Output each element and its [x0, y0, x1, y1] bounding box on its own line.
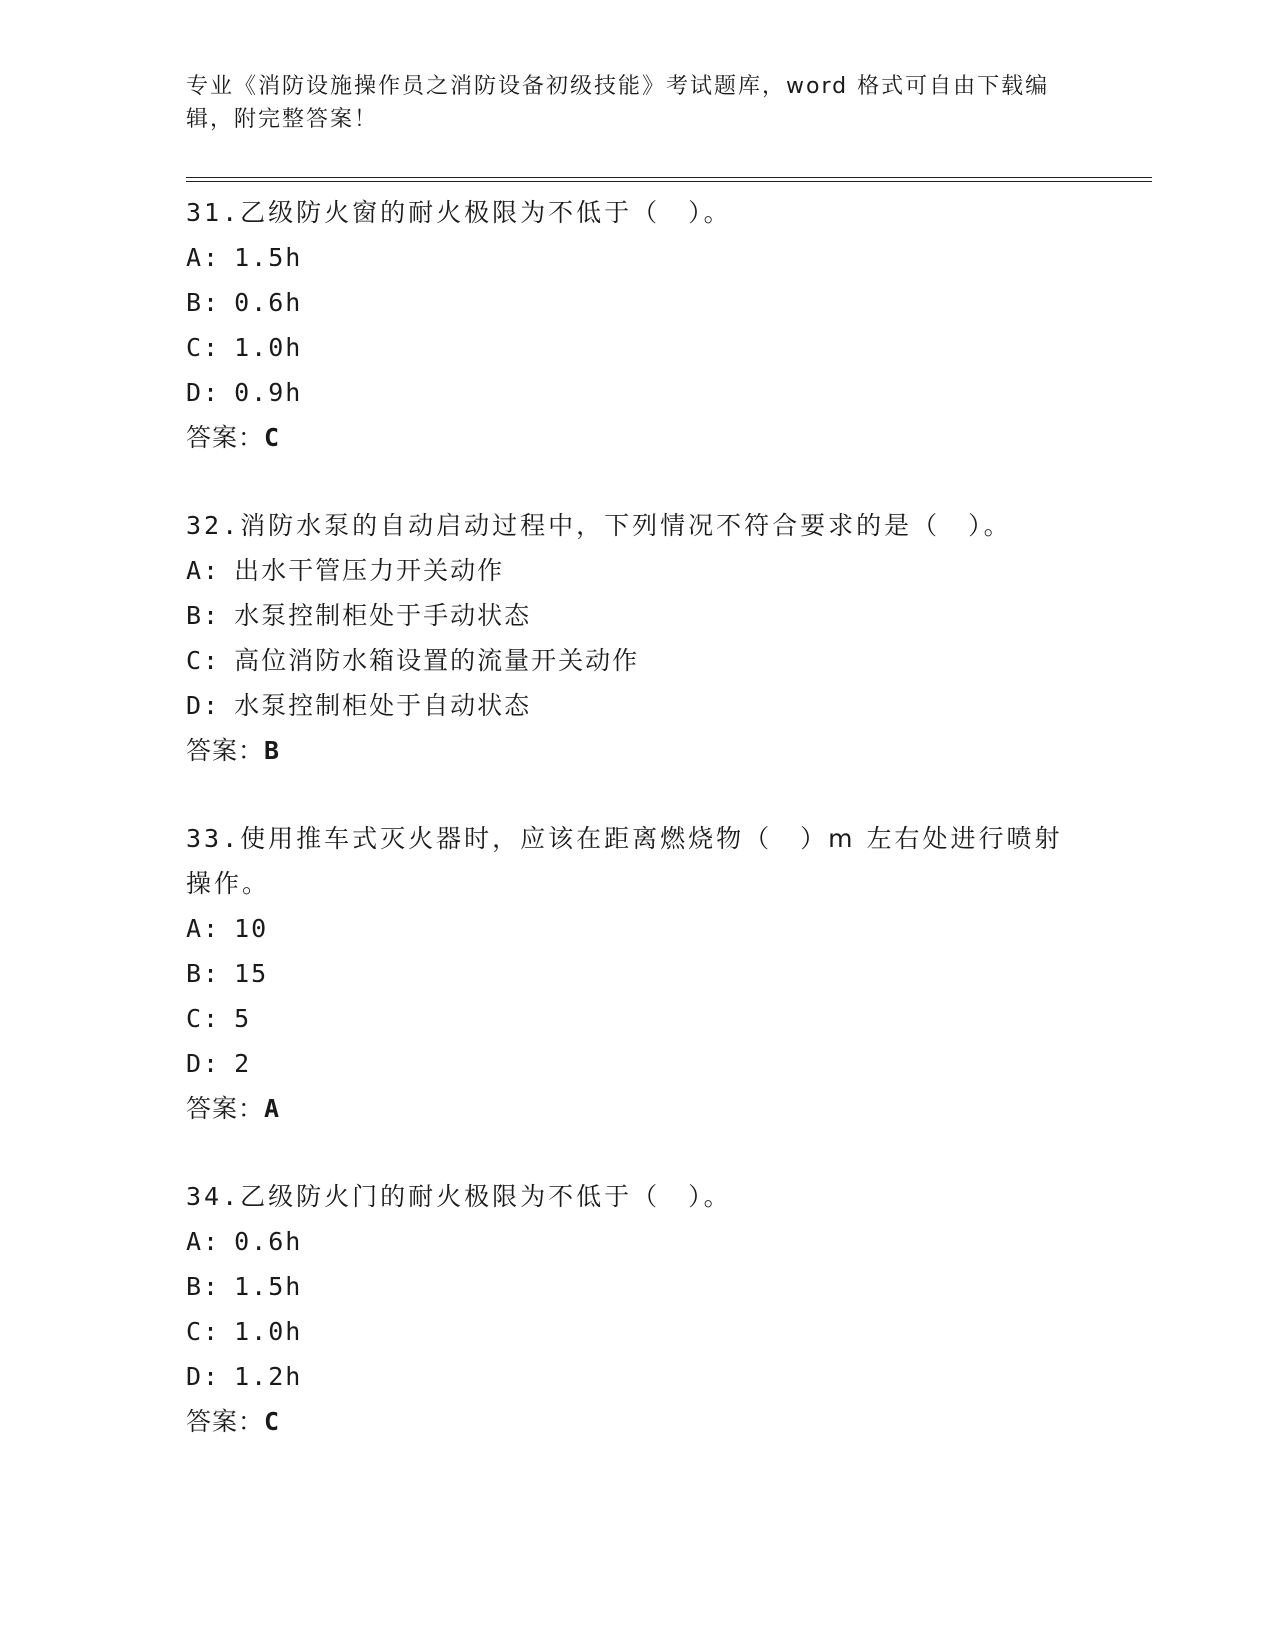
option-text: 1.0h — [234, 333, 303, 362]
option-text: 0.6h — [234, 1227, 303, 1256]
question-text: 乙级防火门的耐火极限为不低于（ ）。 — [240, 1182, 732, 1211]
option-a — [186, 906, 1086, 951]
option-a — [186, 235, 1086, 280]
option-c — [186, 638, 1086, 683]
question-33 — [186, 816, 1086, 1131]
option-d — [186, 370, 1086, 415]
option-a — [186, 1219, 1086, 1264]
answer-value: A — [264, 1094, 281, 1123]
question-stem — [186, 503, 1086, 548]
option-b — [186, 593, 1086, 638]
option-text: 5 — [234, 1004, 252, 1033]
option-c — [186, 996, 1086, 1041]
question-number: 33. — [186, 824, 241, 853]
question-31 — [186, 190, 1086, 460]
question-number: 32. — [186, 511, 241, 540]
answer-label: 答案： — [186, 423, 265, 452]
option-c — [186, 325, 1086, 370]
option-text: 水泵控制柜处于手动状态 — [234, 601, 532, 630]
option-d — [186, 683, 1086, 728]
question-34 — [186, 1174, 1086, 1444]
option-b — [186, 280, 1086, 325]
answer-label: 答案： — [186, 1094, 265, 1123]
option-key: D: — [186, 378, 221, 407]
option-d — [186, 1354, 1086, 1399]
option-d — [186, 1041, 1086, 1086]
option-key: C: — [186, 646, 221, 675]
question-number: 34. — [186, 1182, 241, 1211]
answer-label: 答案： — [186, 1407, 265, 1436]
option-key: B: — [186, 601, 221, 630]
answer-line — [186, 1399, 1086, 1444]
document-header: 专业《消防设施操作员之消防设备初级技能》考试题库，word 格式可自由下载编辑，附完整答案！ — [186, 74, 1050, 132]
option-key: B: — [186, 288, 221, 317]
option-c — [186, 1309, 1086, 1354]
option-key: B: — [186, 959, 221, 988]
answer-line — [186, 1086, 1086, 1131]
option-text: 0.6h — [234, 288, 303, 317]
question-text: 使用推车式灭火器时，应该在距离燃烧物（ ）m 左右处进行喷射操作。 — [186, 824, 1063, 898]
question-32 — [186, 503, 1086, 773]
option-key: B: — [186, 1272, 221, 1301]
option-b — [186, 1264, 1086, 1309]
option-text: 出水干管压力开关动作 — [234, 556, 505, 585]
option-text: 2 — [234, 1049, 252, 1078]
option-a — [186, 548, 1086, 593]
answer-line — [186, 728, 1086, 773]
question-text: 乙级防火窗的耐火极限为不低于（ ）。 — [240, 198, 732, 227]
option-key: A: — [186, 556, 221, 585]
question-number: 31. — [186, 198, 241, 227]
option-text: 1.2h — [234, 1362, 303, 1391]
option-text: 1.5h — [234, 243, 303, 272]
option-text: 1.5h — [234, 1272, 303, 1301]
option-key: C: — [186, 1004, 221, 1033]
question-list — [186, 190, 1086, 1487]
answer-label: 答案： — [186, 736, 265, 765]
option-text: 高位消防水箱设置的流量开关动作 — [234, 646, 640, 675]
option-text: 0.9h — [234, 378, 303, 407]
option-key: A: — [186, 914, 221, 943]
answer-line — [186, 415, 1086, 460]
option-key: C: — [186, 1317, 221, 1346]
option-key: A: — [186, 243, 221, 272]
option-key: C: — [186, 333, 221, 362]
option-text: 10 — [234, 914, 269, 943]
option-b — [186, 951, 1086, 996]
question-stem — [186, 816, 1086, 906]
option-key: D: — [186, 1049, 221, 1078]
option-text: 1.0h — [234, 1317, 303, 1346]
option-key: D: — [186, 691, 221, 720]
option-key: A: — [186, 1227, 221, 1256]
option-text: 水泵控制柜处于自动状态 — [234, 691, 532, 720]
question-text: 消防水泵的自动启动过程中，下列情况不符合要求的是（ ）。 — [240, 511, 1012, 540]
answer-value: C — [264, 1407, 281, 1436]
answer-value: B — [264, 736, 281, 765]
question-stem — [186, 190, 1086, 235]
question-stem — [186, 1174, 1086, 1219]
option-key: D: — [186, 1362, 221, 1391]
option-text: 15 — [234, 959, 269, 988]
answer-value: C — [264, 423, 281, 452]
header-divider — [186, 177, 1152, 182]
